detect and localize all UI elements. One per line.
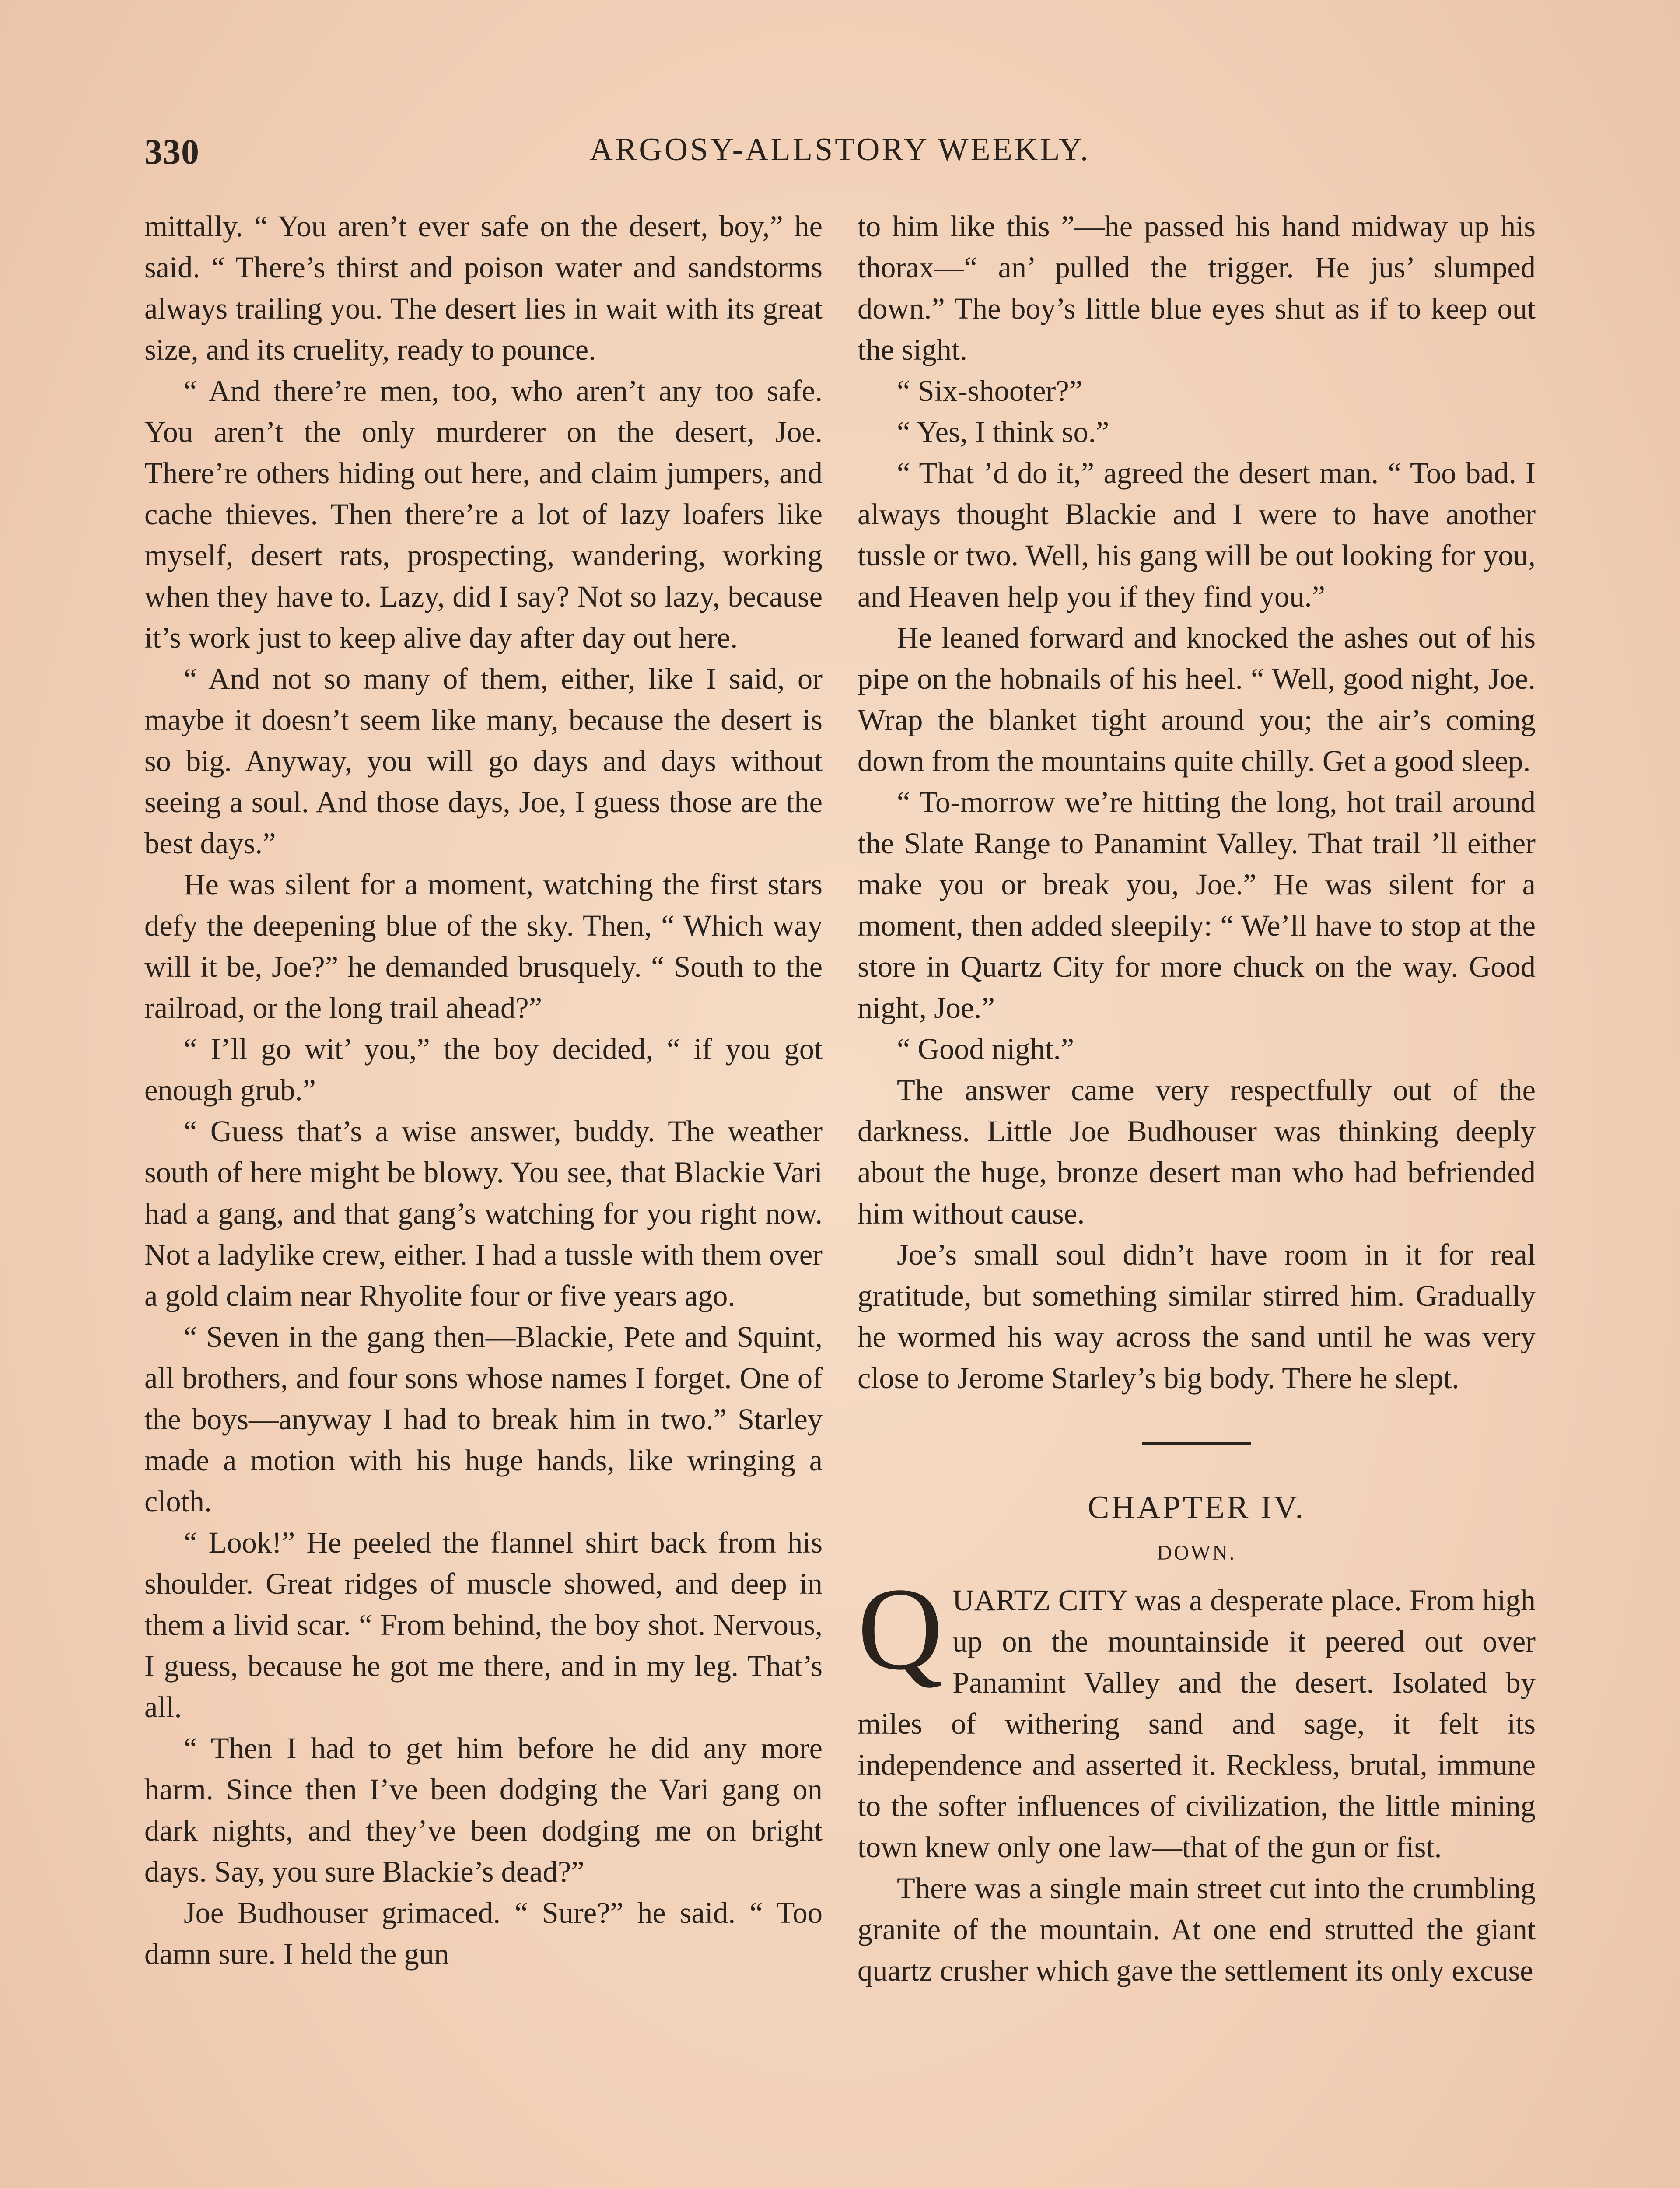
paragraph: There was a single main street cut into the crumbling granite of the mountain. At one end strutted the giant quartz crusher which gave the settlement its only excuse [858,1872,1536,1987]
paragraph: He leaned forward and knocked the ashes out of his pipe on the hobnails of his heel. “ Well, good night, Joe. Wrap the blanket tight around you; the air’s coming down from the mountains quite chilly. Get a good sleep. [858,621,1536,778]
chapter-title: CHAPTER IV. [1088,1490,1306,1525]
paragraph: to him like this ”—he passed his hand midway up his thorax—“ an’ pulled the trigger. He jus’ slumped down.” The boy’s little blue eyes shut as if to keep out the sight. [858,210,1536,366]
drop-cap: Q [858,1564,943,1694]
left-column [144,206,822,1974]
paragraph: “ Good night.” [897,1032,1074,1066]
paragraph: “ I’ll go wit’ you,” the boy decided, “ if you got enough grub.” [144,1032,822,1107]
right-column [858,206,1536,1991]
paragraph: “ Then I had to get him before he did any more harm. Since then I’ve been dodging the Vari gang on dark nights, and they’ve been dodging me on bright days. Say, you sure Blackie’s dead?” [144,1732,822,1888]
opening-text: UARTZ CITY was a desperate place. From high up on the mountainside it peered out over Panamint Valley and the desert. Isolated by miles of withering sand and sage, it felt its independence and asserted it. Reckless, brutal, immune to the softer influences of civilization, the little mining town knew only one law—that of the gun or fist. [858,1584,1536,1864]
paragraph: “ That ’d do it,” agreed the desert man. “ Too bad. I always thought Blackie and I were to have another tussle or two. Well, his gang will be out looking for you, and Heaven help you if they find you.” [858,456,1536,613]
paragraph: mittally. “ You aren’t ever safe on the desert, boy,” he said. “ There’s thirst and poison water and sandstorms always trailing you. The desert lies in wait with its great size, and its cruelity, ready to pounce. [144,210,822,366]
page-number: 330 [144,132,200,172]
paragraph: “ Guess that’s a wise answer, buddy. The weather south of here might be blowy. You see, that Blackie Vari had a gang, and that gang’s watching for you right now. Not a ladylike crew, either. I had a tussle with them over a gold claim near Rhyolite four or five years ago. [144,1115,822,1312]
section-divider [1142,1442,1251,1445]
paragraph: “ Seven in the gang then—Blackie, Pete and Squint, all brothers, and four sons whose names I forget. One of the boys—anyway I had to break him in two.” Starley made a motion with his huge hands, like wringing a cloth. [144,1320,822,1518]
paragraph: Joe Budhouser grimaced. “ Sure?” he said. “ Too damn sure. I held the gun [144,1896,822,1971]
paragraph: “ And there’re men, too, who aren’t any too safe. You aren’t the only murderer on the desert, Joe. There’re others hiding out here, and claim jumpers, and cache thieves. Then there’re a lot of lazy loafers like myself, desert rats, prospecting, wandering, working when they have to. Lazy, did I say? Not so lazy, because it’s work just to keep alive day after day out here. [144,374,822,654]
paragraph: Joe’s small soul didn’t have room in it for real gratitude, but something similar stirred him. Gradually he wormed his way across the sand until he was very close to Jerome Starley’s big body. There he slept. [858,1238,1536,1395]
paragraph: “ To-morrow we’re hitting the long, hot trail around the Slate Range to Panamint Valley. That trail ’ll either make you or break you, Joe.” He was silent for a moment, then added sleepily: “ We’ll have to stop at the store in Quartz City for more chuck on the way. Good night, Joe.” [858,785,1536,1024]
paragraph: “ Look!” He peeled the flannel shirt back from his shoulder. Great ridges of muscle showed, and deep in them a livid scar. “ From behind, the boy shot. Nervous, I guess, because he got me there, and in my leg. That’s all. [144,1526,822,1724]
page-header [144,131,1536,179]
paragraph: “ Yes, I think so.” [897,415,1110,449]
running-title: ARGOSY-ALLSTORY WEEKLY. [589,132,1091,168]
paragraph: He was silent for a moment, watching the first stars defy the deepening blue of the sky. Then, “ Which way will it be, Joe?” he demanded brusquely. “ South to the railroad, or the long trail ahead?” [144,868,822,1024]
chapter-opening-paragraph [858,1564,1536,1868]
paragraph: The answer came very respectfully out of the darkness. Little Joe Budhouser was thinking deeply about the huge, bronze desert man who had befriended him without cause. [858,1073,1536,1230]
paragraph: “ And not so many of them, either, like I said, or maybe it doesn’t seem like many, because the desert is so big. Anyway, you will go days and days without seeing a soul. And those days, Joe, I guess those are the best days.” [144,662,822,860]
chapter-subtitle: DOWN. [1157,1541,1236,1564]
paragraph: “ Six-shooter?” [897,374,1083,407]
